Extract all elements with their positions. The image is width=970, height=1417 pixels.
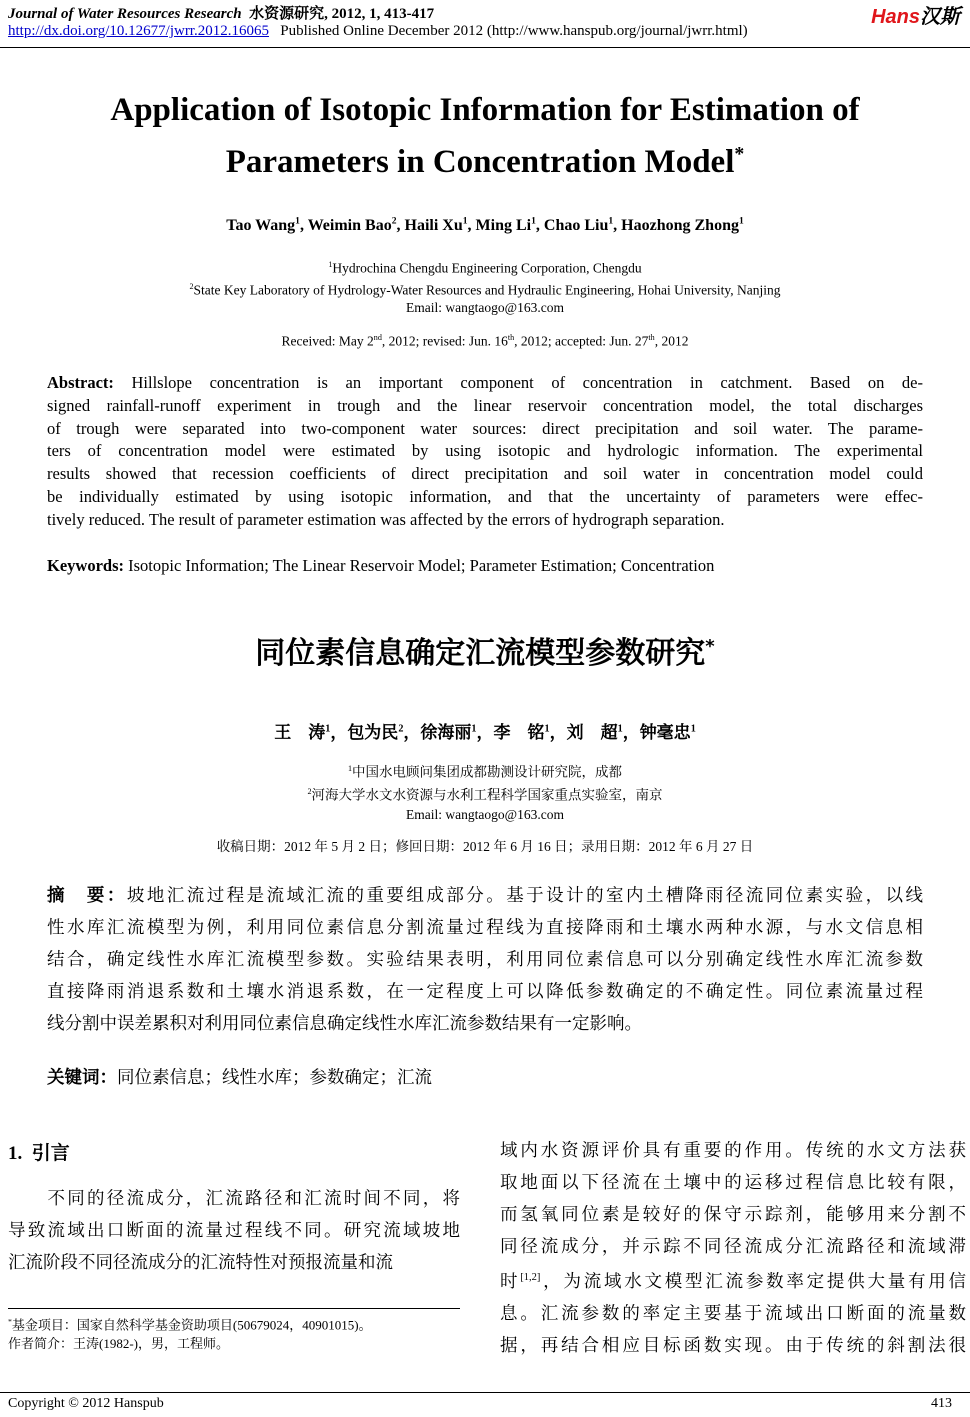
text-line: 导致流域出口断面的流量过程线不同。研究流域坡地 <box>8 1220 460 1240</box>
author: Weimin Bao$^2$, <box>307 216 405 235</box>
author: 刘 超$^1$， <box>566 723 640 742</box>
hans-logo: Hans汉斯 <box>871 6 960 28</box>
affiliations: $^1$Hydrochina Chengdu Engineering Corporation, Chengdu $^2$State Key Laboratory of Hydrology-Water Resources and Hydraulic Engineering, Hohai University, Nanjing Email: wangtaogo@163.com <box>189 260 781 315</box>
author: 李 铭$^1$， <box>493 723 567 742</box>
author: 包为民$^2$， <box>347 723 421 742</box>
text-line: 线分割中误差累积对利用同位素信息确定线性水库汇流参数结果有一定影响。 <box>47 1013 642 1033</box>
paper-title: Application of Isotopic Information for Estimation of Parameters in Concentration Model* <box>110 92 860 180</box>
author: 徐海丽$^1$， <box>420 723 494 742</box>
author: Tao Wang$^1$, <box>226 216 308 235</box>
text-line: tively reduced. The result of parameter estimation was affected by the errors of hydrograph separation. <box>47 509 725 529</box>
text-line: 汇流阶段不同径流成分的汇流特性对预报流量和流 <box>8 1252 393 1272</box>
header-rule <box>0 47 970 48</box>
text-line: signed rainfall-runoff experiment in trough and the linear reservoir concentration model, the total discharges <box>47 395 923 415</box>
text-line: 时[1,2]，为流域水文模型汇流参数率定提供大量有用信 <box>500 1270 966 1291</box>
page-number: 413 <box>931 1396 952 1411</box>
text-line: of trough were separated into two-component water sources: direct precipitation and soil water. The parame- <box>47 418 923 438</box>
right-column <box>500 1134 966 1361</box>
author: Ming Li$^1$, <box>475 216 544 235</box>
text-line: 摘 要：坡地汇流过程是流域汇流的重要组成部分。基于设计的室内土槽降雨径流同位素实验，以线 <box>47 885 923 905</box>
author-list <box>0 216 970 235</box>
footnote-rule <box>8 1308 460 1309</box>
cn-title: 同位素信息确定汇流模型参数研究* <box>255 636 715 671</box>
text-line: Abstract: Hillslope concentration is an important component of concentration in catchment. Based on de- <box>47 373 923 392</box>
text-line: be individually estimated by using isotopic information, and that the uncertainty of parameters were effec- <box>47 486 923 506</box>
author: Chao Liu$^1$, <box>543 216 622 235</box>
author: 王 涛$^1$， <box>274 723 348 742</box>
text-line: 取地面以下径流在土壤中的运移过程信息比较有限， <box>500 1172 966 1192</box>
cn-abstract <box>47 879 923 1039</box>
text-line: 域内水资源评价具有重要的作用。传统的水文方法获 <box>500 1140 966 1160</box>
footer-copyright: Copyright © 2012 Hanspub <box>8 1396 164 1411</box>
text-line: 息。汇流参数的率定主要基于流域出口断面的流量数 <box>500 1302 966 1323</box>
text-line: 直接降雨消退系数和土壤水消退系数，在一定程度上可以降低参数确定的不确定性。同位素流量过程 <box>47 981 923 1001</box>
author: 钟毫忠$^1$ <box>639 723 696 742</box>
footer-rule <box>0 1392 970 1393</box>
text-line: 同径流成分，并示踪不同径流成分汇流路径和流域滞 <box>500 1236 966 1256</box>
doi-line: http://dx.doi.org/10.12677/jwrr.2012.16065 Published Online December 2012 (http://www.hanspub.org/journal/jwrr.html) <box>8 23 748 39</box>
author: Haili Xu$^1$, <box>404 216 476 235</box>
journal-header: Journal of Water Resources Research 水资源研究, 2012, 1, 413-417 <box>8 6 435 22</box>
text-line: 不同的径流成分，汇流路径和汇流时间不同，将 <box>8 1188 460 1208</box>
text-line: results showed that recession coefficients of direct precipitation and soil water in concentration model could <box>47 464 923 484</box>
keywords: Keywords: Isotopic Information; The Linear Reservoir Model; Parameter Estimation; Concentration <box>47 556 715 575</box>
cn-affiliations: $^1$中国水电顾问集团成都勘测设计研究院，成都 $^2$河海大学水文水资源与水利工程科学国家重点实验室，南京 Email: wangtaogo@163.com <box>307 764 663 822</box>
cn-keywords: 关键词：同位素信息；线性水库；参数确定；汇流 <box>47 1067 432 1087</box>
footnotes: *基金项目：国家自然科学基金资助项目(50679024，40901015)。 作者简介：王涛(1982-)，男，工程师。 <box>8 1317 372 1352</box>
text-line: 而氢氧同位素是较好的保守示踪剂，能够用来分割不 <box>500 1204 966 1224</box>
cn-dates: 收稿日期：2012 年 5 月 2 日；修回日期：2012 年 6 月 16 日；录用日期：2012 年 6 月 27 日 <box>216 839 754 854</box>
section-heading: 1. 引言 <box>8 1143 70 1164</box>
text-line: 结合，确定线性水库汇流模型参数。实验结果表明，利用同位素信息可以分别确定线性水库汇流参数 <box>47 949 923 969</box>
left-column <box>8 1182 460 1278</box>
text-line: 据，再结合相应目标函数实现。由于传统的斜割法很 <box>500 1334 966 1355</box>
author: Haozhong Zhong$^1$ <box>621 216 744 235</box>
doi-link[interactable]: http://dx.doi.org/10.12677/jwrr.2012.16065 <box>8 23 269 39</box>
cn-author-list <box>0 718 970 743</box>
received-dates: Received: May 2nd, 2012; revised: Jun. 16th, 2012; accepted: Jun. 27th, 2012 <box>281 333 689 349</box>
abstract <box>47 372 923 532</box>
text-line: 性水库汇流模型为例，利用同位素信息分割流量过程线为直接降雨和土壤水两种水源，与水文信息相 <box>47 917 923 937</box>
text-line: ters of concentration model were estimated by using isotopic and hydrologic information. The experimental <box>47 441 923 461</box>
